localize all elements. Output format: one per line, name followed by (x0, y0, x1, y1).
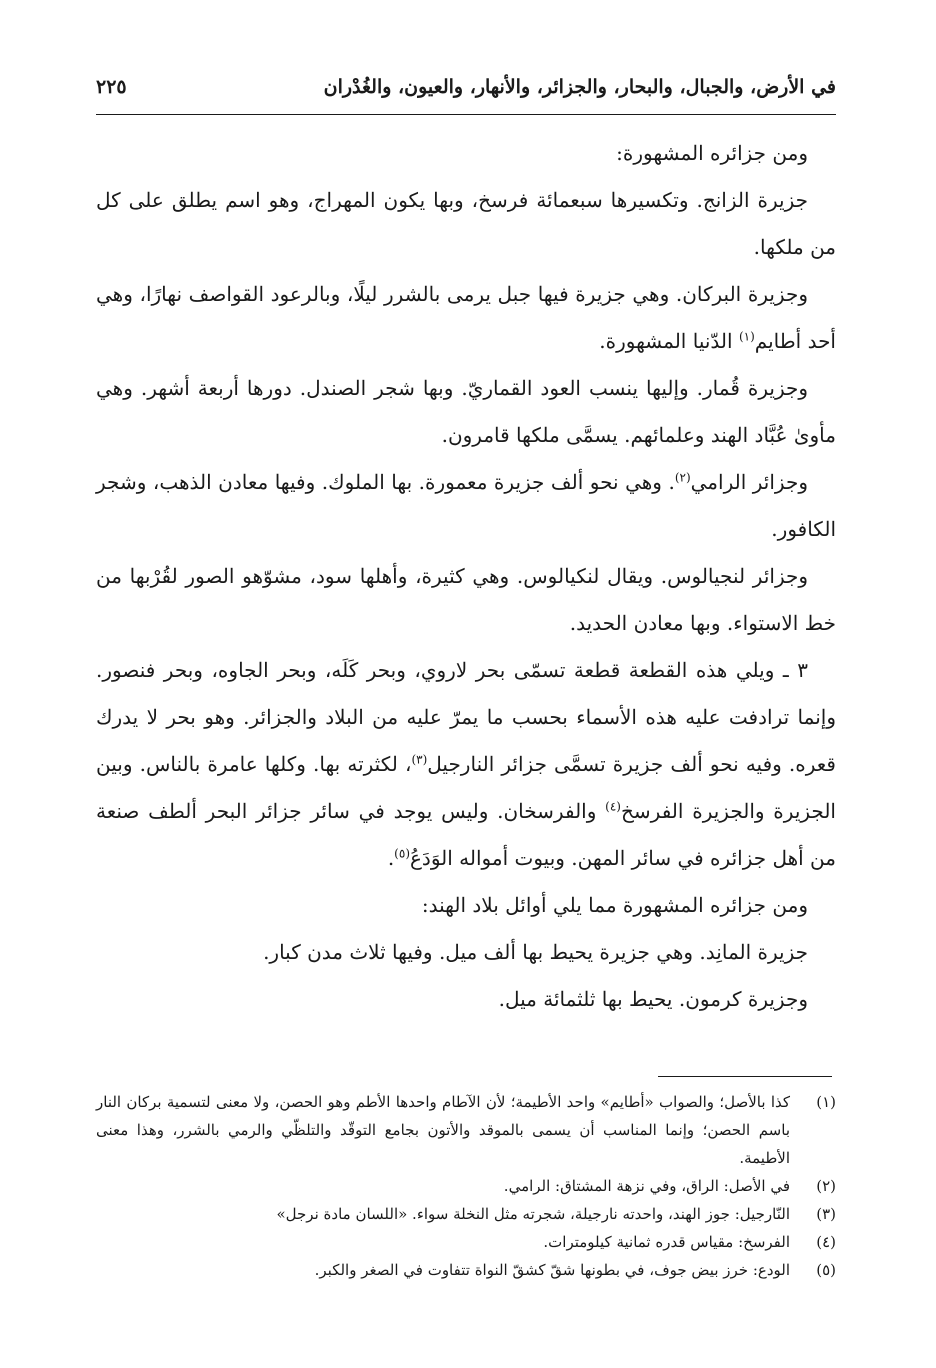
paragraph-text: وجزيرة البركان. وهي جزيرة فيها جبل يرمى بالشرر ليلًا، وبالرعود القواصف نهارًا، وهي أحد أطايم (96, 282, 836, 353)
paragraph-text: ٣ ـ ويلي هذه القطعة قطعة تسمّى بحر لاروي، وبحر كَلَه، وبحر الجاوه، وبحر فنصور. وإنما ترادفت عليه هذه الأسماء بحسب ما يمرّ عليه من البلاد والجزائر. وهو بحر لا يدرك قعره. وفيه نحو ألف جزيرة تسمَّى جزائر النارجيل (96, 658, 836, 776)
paragraph-text: والفرسخان. وليس يوجد في سائر جزائر البحر ألطف صنعة من أهل جزائره في سائر المهن. وبيوت أمواله الوَدَعُ (96, 799, 836, 870)
footnote-ref-3[interactable]: (٣) (411, 752, 428, 767)
paragraph-lanjialus: وجزائر لنجيالوس. ويقال لنكيالوس. وهي كثيرة، وأهلها سود، مشوّهو الصور لقُرْبها من خط الاستواء. وبها معادن الحديد. (96, 564, 836, 635)
footnote-ref-1[interactable]: (١) (738, 329, 755, 344)
page-number: ٢٢٥ (96, 76, 127, 98)
body-text (96, 130, 836, 1023)
footnote-ref-5[interactable]: (٥) (394, 846, 410, 861)
running-header (96, 70, 836, 115)
paragraph-text: . وهي نحو ألف جزيرة معمورة. بها الملوك. وفيها معادن الذهب، وشجر الكافور. (96, 470, 836, 541)
footnote-number: (٢) (816, 1177, 836, 1195)
footnote-divider (658, 1076, 832, 1077)
footnote-5 (96, 1256, 836, 1284)
footnote-ref-4[interactable]: (٤) (605, 799, 621, 814)
footnote-3 (96, 1200, 836, 1228)
paragraph-hind-islands: ومن جزائره المشهورة مما يلي أوائل بلاد الهند: (421, 893, 808, 917)
paragraph-burkan (96, 271, 836, 365)
footnote-text: النّارجيل: جوز الهند، واحدته نارجيلة، شجرته مثل النخلة سواء. «اللسان مادة نرجل» (276, 1205, 790, 1223)
paragraph-text: . (387, 846, 395, 870)
footnote-number: (٥) (816, 1261, 836, 1279)
paragraph-rami (96, 459, 836, 553)
paragraph-text: الدّنيا المشهورة. (599, 329, 733, 353)
paragraph-zanj: جزيرة الزانج. وتكسيرها سبعمائة فرسخ، وبها يكون المهراج، وهو اسم يطلق على كل من ملكها. (96, 188, 836, 259)
paragraph-karmun: وجزيرة كرمون. يحيط بها ثلثمائة ميل. (498, 987, 808, 1011)
paragraph-intro: ومن جزائره المشهورة: (616, 141, 808, 165)
footnote-number: (١) (816, 1093, 836, 1111)
footnote-4 (96, 1228, 836, 1256)
footnote-text: الودع: خرز بيض جوف، في بطونها شقّ كشقّ النواة تتفاوت في الصغر والكبر. (314, 1261, 790, 1279)
paragraph-manid: جزيرة المانِد. وهي جزيرة يحيط بها ألف ميل. وفيها ثلاث مدن كبار. (263, 940, 808, 964)
paragraph-text: ، لكثرته بها. وكلها عامرة بالناس. وبين الجزيرة والجزيرة الفرسخ (96, 752, 836, 823)
footnotes (96, 1088, 836, 1284)
paragraph-text: وجزائر الرامي (690, 470, 808, 494)
footnote-text: كذا بالأصل؛ والصواب «أطايم» واحد الأطيمة؛ لأن الآطام واحدها الأطم وهو الحصن، ولا معنى لتسمية بركان النار باسم الحصن؛ وإنما المناسب أن يسمى بالموقد والأتون بجامع التوقّد والتلظّي والرمي بالشرر، وهذا معنى الأطيمة. (96, 1093, 790, 1167)
footnote-number: (٣) (816, 1205, 836, 1223)
footnote-text: الفرسخ: مقياس قدره ثمانية كيلومترات. (543, 1233, 790, 1251)
footnote-1 (96, 1088, 836, 1172)
footnote-text: في الأصل: الراق، وفي نزهة المشتاق: الرامي. (503, 1177, 790, 1195)
footnote-ref-2[interactable]: (٢) (674, 470, 691, 485)
header-title: في الأرض، والجبال، والبحار، والجزائر، والأنهار، والعيون، والغُدْران (323, 76, 836, 98)
footnote-number: (٤) (816, 1233, 836, 1251)
paragraph-qumar: وجزيرة قُمار. وإليها ينسب العود القماريّ. وبها شجر الصندل. دورها أربعة أشهر. وهي مأوىٰ عُبَّاد الهند وعلمائهم. يسمَّى ملكها قامرون. (96, 376, 836, 447)
paragraph-section-3 (96, 647, 836, 882)
footnote-2 (96, 1172, 836, 1200)
